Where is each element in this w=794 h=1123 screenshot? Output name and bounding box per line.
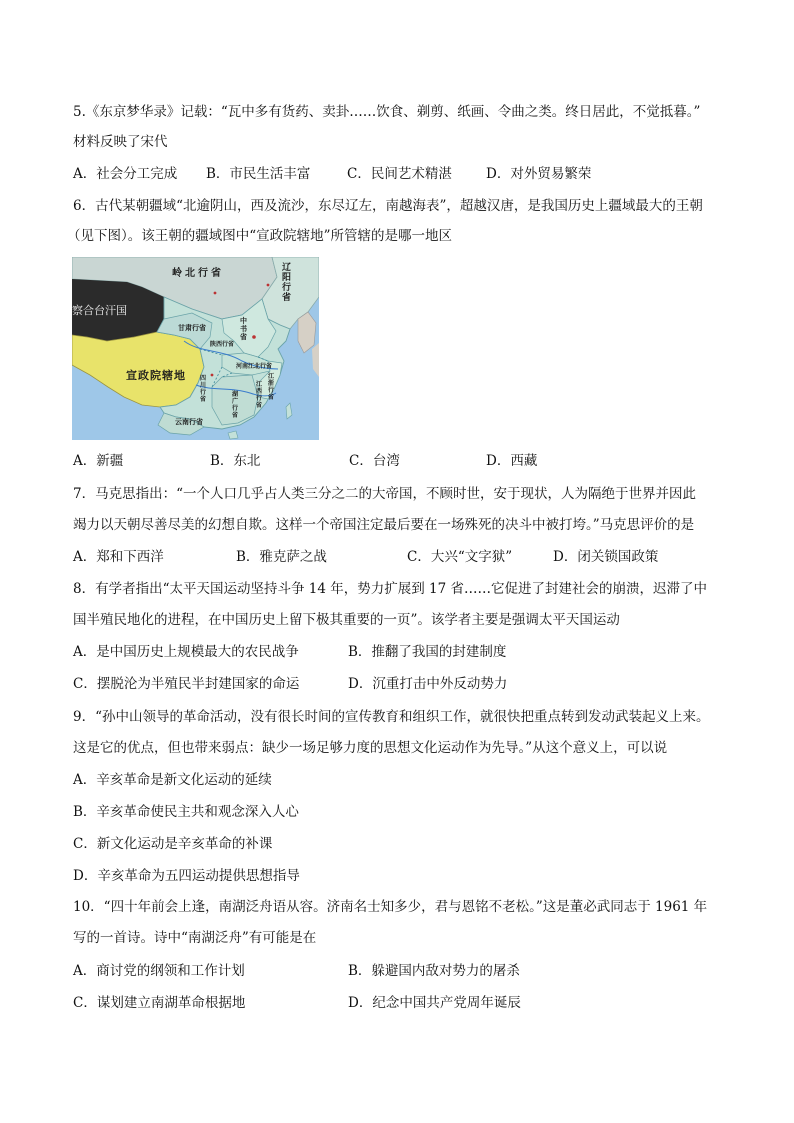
q6-option-d[interactable]: D．西藏 xyxy=(486,453,538,469)
map-label-jiangxi: 江西行省 xyxy=(256,381,263,409)
q5-stem-line-2: 材料反映了宋代 xyxy=(73,134,168,150)
q7-option-b[interactable]: B．雅克萨之战 xyxy=(236,549,327,565)
map-label-yunnan: 云南行省 xyxy=(175,418,203,426)
map-label-sichuan: 四川行省 xyxy=(200,375,207,403)
q8-option-d[interactable]: D．沉重打击中外反动势力 xyxy=(348,676,508,692)
q5-option-b[interactable]: B．市民生活丰富 xyxy=(206,166,311,182)
q9-option-d[interactable]: D．辛亥革命为五四运动提供思想指导 xyxy=(73,868,300,884)
q6-option-a[interactable]: A．新疆 xyxy=(73,453,124,469)
q10-stem-line-1: 10．“四十年前会上逢，南湖泛舟语从容。济南名士知多少，君与恩铭不老松。”这是董必武同志于 1961 年 xyxy=(73,899,708,915)
q8-stem-line-1: 8．有学者指出“太平天国运动坚持斗争 14 年，势力扩展到 17 省……它促进了封建社会的崩溃，迟滞了中 xyxy=(73,581,708,597)
q5-stem-line-1: 5.《东京梦华录》记载：“瓦中多有货药、卖卦……饮食、剃剪、纸画、令曲之类。终日居此，不觉抵暮。” xyxy=(73,104,701,120)
map-label-huguang: 湖广行省 xyxy=(232,391,239,419)
q9-stem-line-2: 这是它的优点，但也带来弱点：缺少一场足够力度的思想文化运动作为先导。”从这个意义上，可以说 xyxy=(73,740,668,756)
q6-option-c[interactable]: C．台湾 xyxy=(349,453,400,469)
map-label-liaoyang: 辽阳行省 xyxy=(282,263,292,303)
map-label-lingbei: 岭北行省 xyxy=(172,268,224,279)
q7-stem-line-1: 7．马克思指出：“一个人口几乎占人类三分之二的大帝国，不顾时世，安于现状，人为隔绝于世界并因此 xyxy=(73,486,696,502)
q5-option-d[interactable]: D．对外贸易繁荣 xyxy=(486,166,592,182)
q5-option-c[interactable]: C．民间艺术精湛 xyxy=(347,166,452,182)
q10-stem-line-2: 写的一首诗。诗中“南湖泛舟”有可能是在 xyxy=(73,930,317,946)
q10-option-d[interactable]: D．纪念中国共产党周年诞辰 xyxy=(348,995,521,1011)
q7-option-d[interactable]: D．闭关锁国政策 xyxy=(553,549,659,565)
q8-option-a[interactable]: A．是中国历史上规模最大的农民战争 xyxy=(73,644,299,660)
q7-stem-line-2: 竭力以天朝尽善尽美的幻想自欺。这样一个帝国注定最后要在一场殊死的决斗中被打垮。”马克思评价的是 xyxy=(73,517,695,533)
q6-stem-line-1: 6．古代某朝疆域“北逾阴山，西及流沙，东尽辽左，南越海表”，超越汉唐，是我国历史上疆域最大的王朝 xyxy=(73,198,703,214)
map-label-xuanzheng: 宣政院辖地 xyxy=(126,369,186,382)
q5-option-a[interactable]: A．社会分工完成 xyxy=(73,166,178,182)
q6-stem-line-2: （见下图）。该王朝的疆域图中“宣政院辖地”所管辖的是哪一地区 xyxy=(67,228,453,244)
q10-option-c[interactable]: C．谋划建立南湖革命根据地 xyxy=(73,995,246,1011)
q9-option-c[interactable]: C．新文化运动是辛亥革命的补课 xyxy=(73,836,273,852)
map-label-shaanxi: 陕西行省 xyxy=(210,341,235,348)
q7-option-c[interactable]: C．大兴“文字狱” xyxy=(407,549,513,565)
map-label-gansu: 甘肃行省 xyxy=(178,324,206,332)
map-label-henan: 河南江北行省 xyxy=(236,363,273,370)
map-label-zhongshu: 中书省 xyxy=(240,317,247,341)
q9-option-a[interactable]: A．辛亥革命是新文化运动的延续 xyxy=(73,772,272,788)
map-label-chahetai: 察合台汗国 xyxy=(72,304,127,317)
q9-stem-line-1: 9．“孙中山领导的革命活动，没有很长时间的宣传教育和组织工作，就很快把重点转到发动武装起义上来。 xyxy=(73,709,710,725)
q10-option-a[interactable]: A．商讨党的纲领和工作计划 xyxy=(73,963,245,979)
map-label-jiangzhe: 江浙行省 xyxy=(268,373,275,401)
yuan-dynasty-map xyxy=(72,257,319,440)
q8-stem-line-2: 国半殖民地化的进程，在中国历史上留下极其重要的一页”。该学者主要是强调太平天国运动 xyxy=(73,612,620,628)
q9-option-b[interactable]: B．辛亥革命使民主共和观念深入人心 xyxy=(73,804,299,820)
q6-option-b[interactable]: B．东北 xyxy=(210,453,261,469)
q7-option-a[interactable]: A．郑和下西洋 xyxy=(73,549,164,565)
q8-option-b[interactable]: B．推翻了我国的封建制度 xyxy=(348,644,507,660)
q8-option-c[interactable]: C．摆脱沦为半殖民半封建国家的命运 xyxy=(73,676,300,692)
q10-option-b[interactable]: B．躲避国内敌对势力的屠杀 xyxy=(348,963,520,979)
